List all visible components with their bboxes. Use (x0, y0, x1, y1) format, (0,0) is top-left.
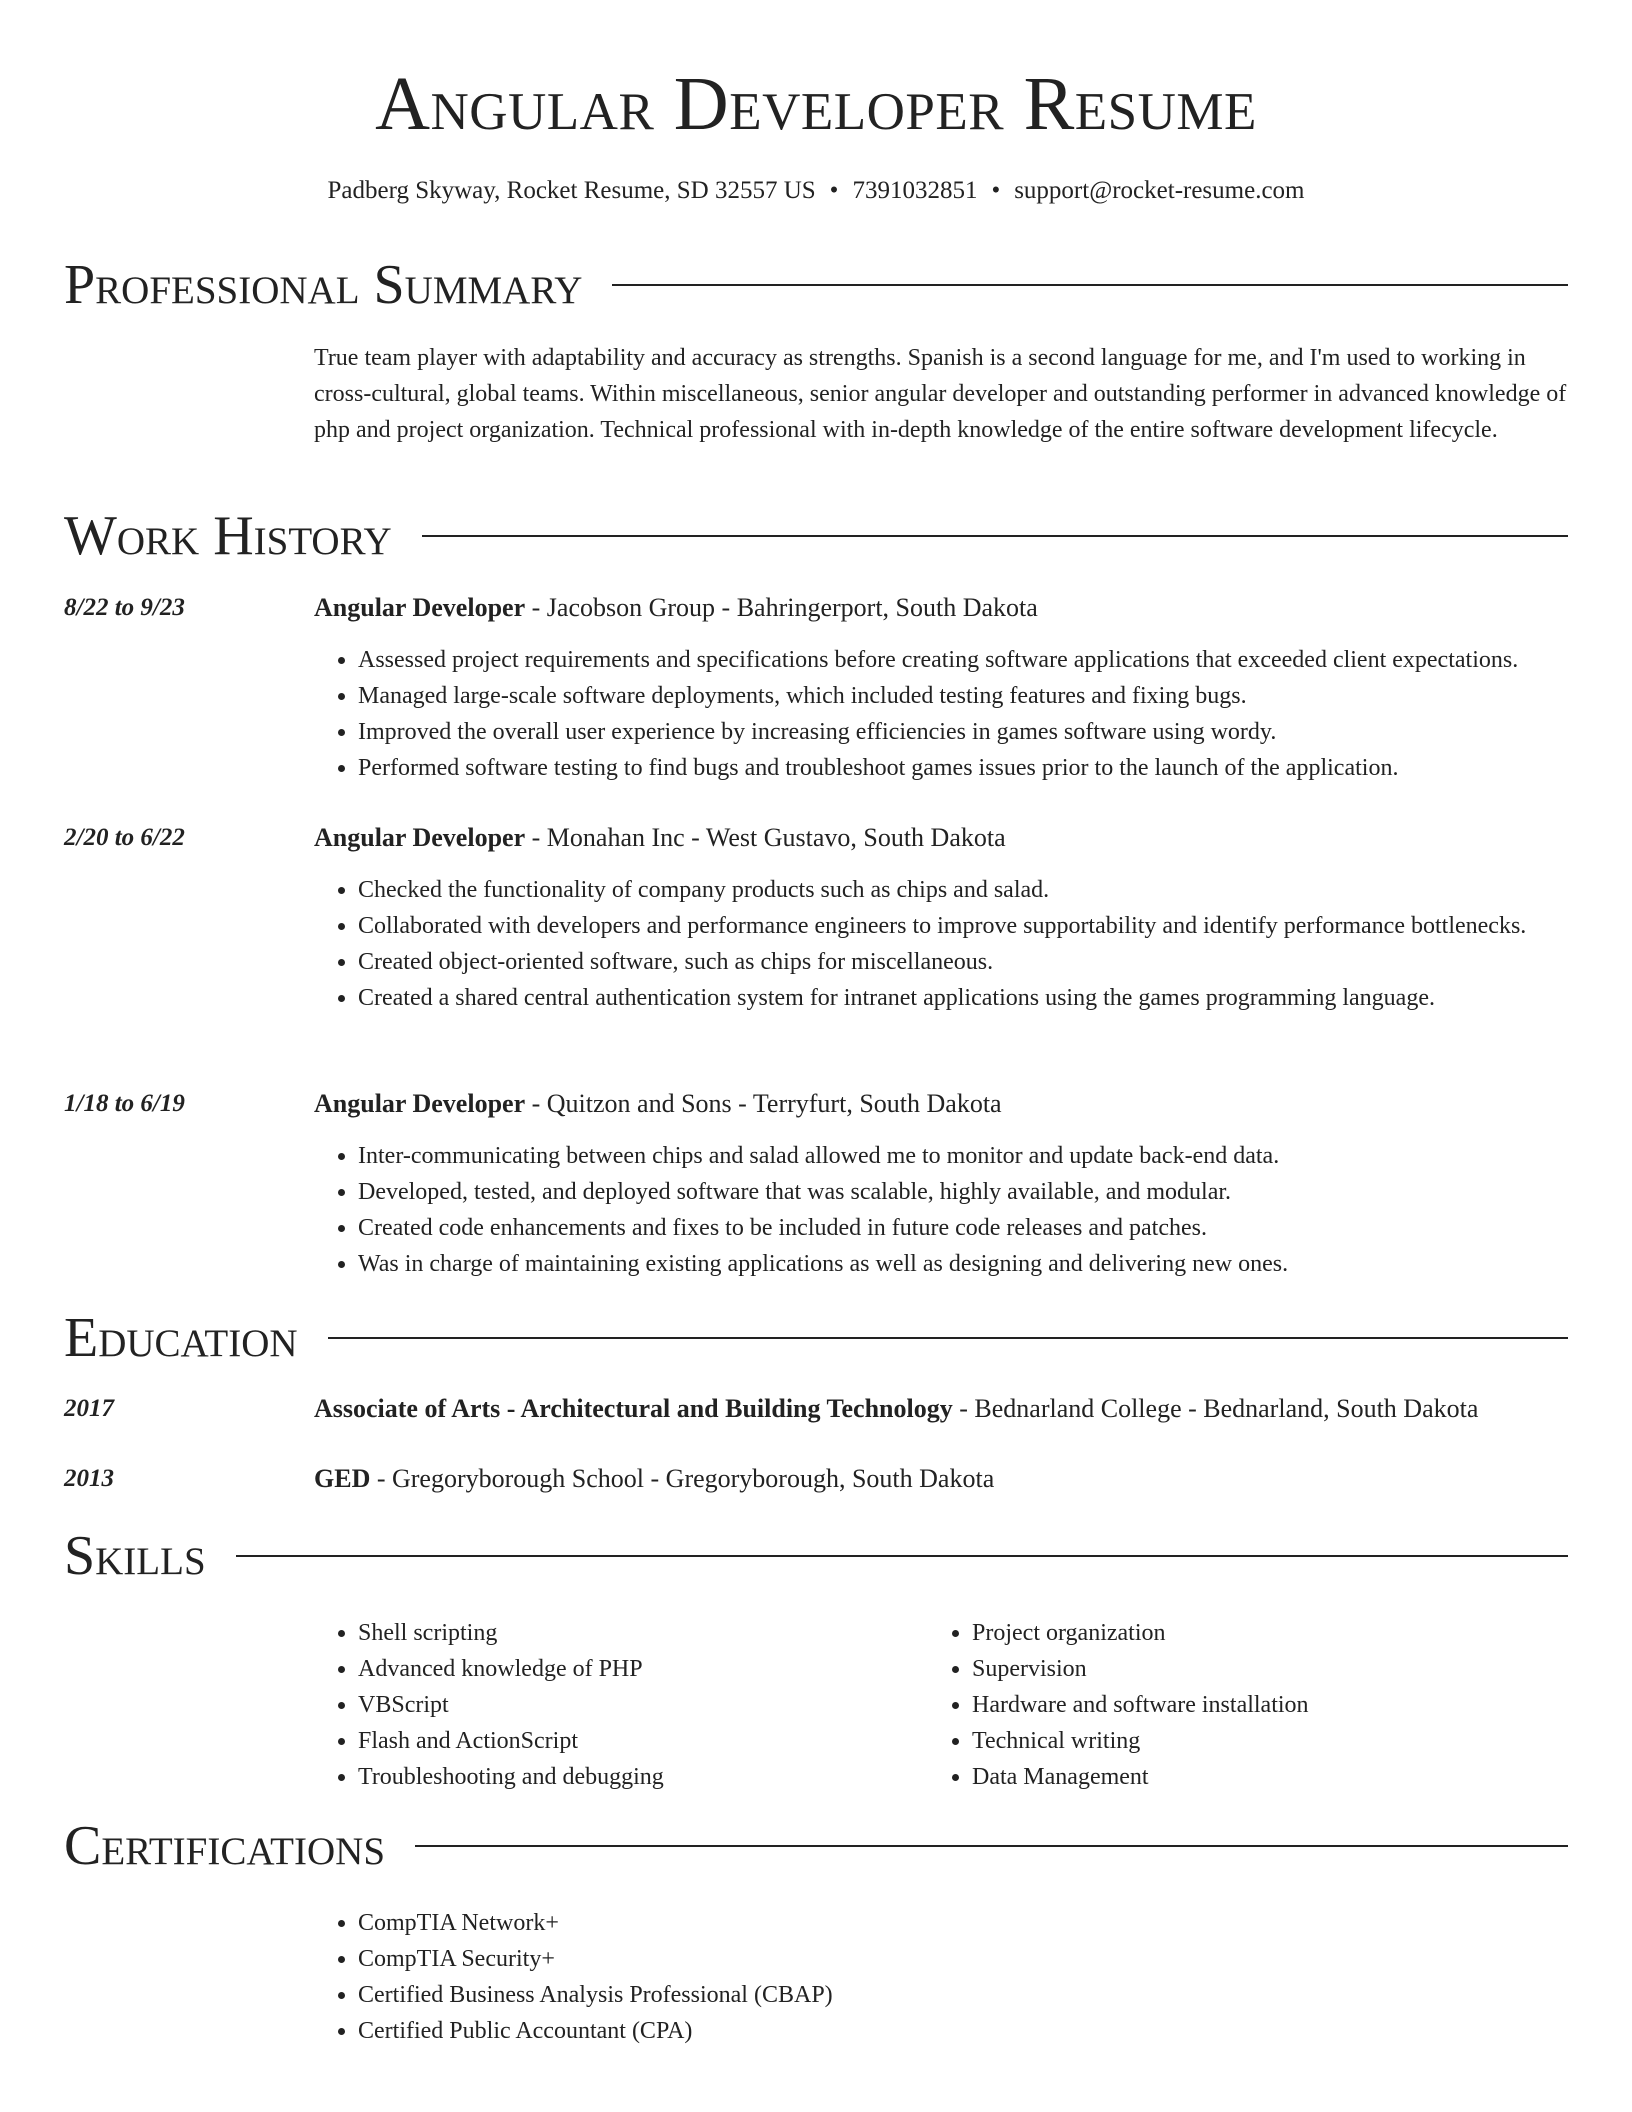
job-title: Angular Developer (314, 823, 526, 852)
list-item: • Collaborated with developers and performance engineers to improve supportability and identify performance bottlenecks. (358, 908, 1570, 944)
education-section-header (64, 1305, 1568, 1371)
work-heading (314, 1086, 1570, 1122)
list-item: • Assessed project requirements and specifications before creating software applications that exceeded client expectations. (358, 642, 1570, 678)
skills-list-left (314, 1615, 914, 1795)
section-title: Certifications (64, 1815, 386, 1877)
list-item: • Performed software testing to find bugs and troubleshoot games issues prior to the launch of the application. (358, 750, 1570, 786)
separator-dot: • (991, 177, 1001, 204)
section-title: Professional Summary (64, 254, 583, 316)
skill-item: • Project organization (972, 1615, 1528, 1651)
work-bullets (314, 872, 1570, 1016)
education-heading (314, 1391, 1570, 1427)
degree: GED (314, 1464, 371, 1493)
education-details: - Bednarland College - Bednarland, South Dakota (952, 1394, 1479, 1423)
skill-item: • VBScript (358, 1687, 914, 1723)
work-dates: 2/20 to 6/22 (64, 824, 185, 851)
education-heading (314, 1461, 1570, 1497)
skill-item: • Data Management (972, 1759, 1528, 1795)
skill-item: • Shell scripting (358, 1615, 914, 1651)
section-divider (236, 1555, 1568, 1557)
list-item: • Created a shared central authentication system for intranet applications using the games programming language. (358, 980, 1570, 1016)
skills-list-right (928, 1615, 1528, 1795)
job-details: - Quitzon and Sons - Terryfurt, South Dakota (525, 1089, 1002, 1118)
summary-text: True team player with adaptability and accuracy as strengths. Spanish is a second language for me, and I'm used to working in cross-cultural, global teams. Within miscellaneous, senior angular developer and outstanding performer in advanced knowledge of php and project organization. Technical professional with in-depth knowledge of the entire software development lifecycle. (314, 345, 1567, 443)
skill-item: • Troubleshooting and debugging (358, 1759, 914, 1795)
contact-line (0, 175, 1632, 207)
list-item: • Created object-oriented software, such as chips for miscellaneous. (358, 944, 1570, 980)
list-item: • Created code enhancements and fixes to be included in future code releases and patches. (358, 1210, 1570, 1246)
section-title: Work History (64, 505, 392, 567)
section-divider (612, 284, 1568, 286)
certifications-section-header (64, 1813, 1568, 1879)
separator-dot: • (829, 177, 839, 204)
skill-item: • Hardware and software installation (972, 1687, 1528, 1723)
work-heading (314, 590, 1570, 626)
work-bullets (314, 642, 1570, 786)
work-bullets (314, 1138, 1570, 1282)
section-title: Skills (64, 1525, 206, 1587)
list-item: • Checked the functionality of company products such as chips and salad. (358, 872, 1570, 908)
section-divider (422, 535, 1568, 537)
education-year: 2017 (64, 1395, 114, 1422)
degree: Associate of Arts - Architectural and Building Technology (314, 1394, 953, 1423)
list-item: • Was in charge of maintaining existing applications as well as designing and delivering new ones. (358, 1246, 1570, 1282)
skill-item: • Advanced knowledge of PHP (358, 1651, 914, 1687)
list-item: • Inter-communicating between chips and salad allowed me to monitor and update back-end data. (358, 1138, 1570, 1174)
section-divider (328, 1337, 1568, 1339)
work-section-header (64, 503, 1568, 569)
education-details: - Gregoryborough School - Gregoryborough, South Dakota (370, 1464, 995, 1493)
phone: 7391032851 (852, 177, 978, 204)
work-heading (314, 820, 1570, 856)
skill-item: • Technical writing (972, 1723, 1528, 1759)
skill-item: • Flash and ActionScript (358, 1723, 914, 1759)
address: Padberg Skyway, Rocket Resume, SD 32557 US (327, 177, 816, 204)
summary-section-header (64, 252, 1568, 318)
section-title: Education (64, 1307, 298, 1369)
certification-item: • Certified Business Analysis Professional (CBAP) (358, 1977, 1570, 2013)
list-item: • Developed, tested, and deployed software that was scalable, highly available, and modular. (358, 1174, 1570, 1210)
resume-title: Angular Developer Resume (375, 62, 1257, 146)
work-dates: 8/22 to 9/23 (64, 594, 185, 621)
email[interactable]: support@rocket-resume.com (1014, 177, 1305, 204)
certifications-list (314, 1905, 1570, 2049)
education-year: 2013 (64, 1465, 114, 1492)
job-details: - Monahan Inc - West Gustavo, South Dakota (525, 823, 1006, 852)
certification-item: • CompTIA Network+ (358, 1905, 1570, 1941)
skill-item: • Supervision (972, 1651, 1528, 1687)
certification-item: • Certified Public Accountant (CPA) (358, 2013, 1570, 2049)
job-title: Angular Developer (314, 593, 526, 622)
work-dates: 1/18 to 6/19 (64, 1090, 185, 1117)
certification-item: • CompTIA Security+ (358, 1941, 1570, 1977)
list-item: • Improved the overall user experience by increasing efficiencies in games software using wordy. (358, 714, 1570, 750)
job-details: - Jacobson Group - Bahringerport, South Dakota (525, 593, 1038, 622)
list-item: • Managed large-scale software deployments, which included testing features and fixing bugs. (358, 678, 1570, 714)
job-title: Angular Developer (314, 1089, 526, 1118)
skills-section-header (64, 1523, 1568, 1589)
section-divider (415, 1845, 1568, 1847)
